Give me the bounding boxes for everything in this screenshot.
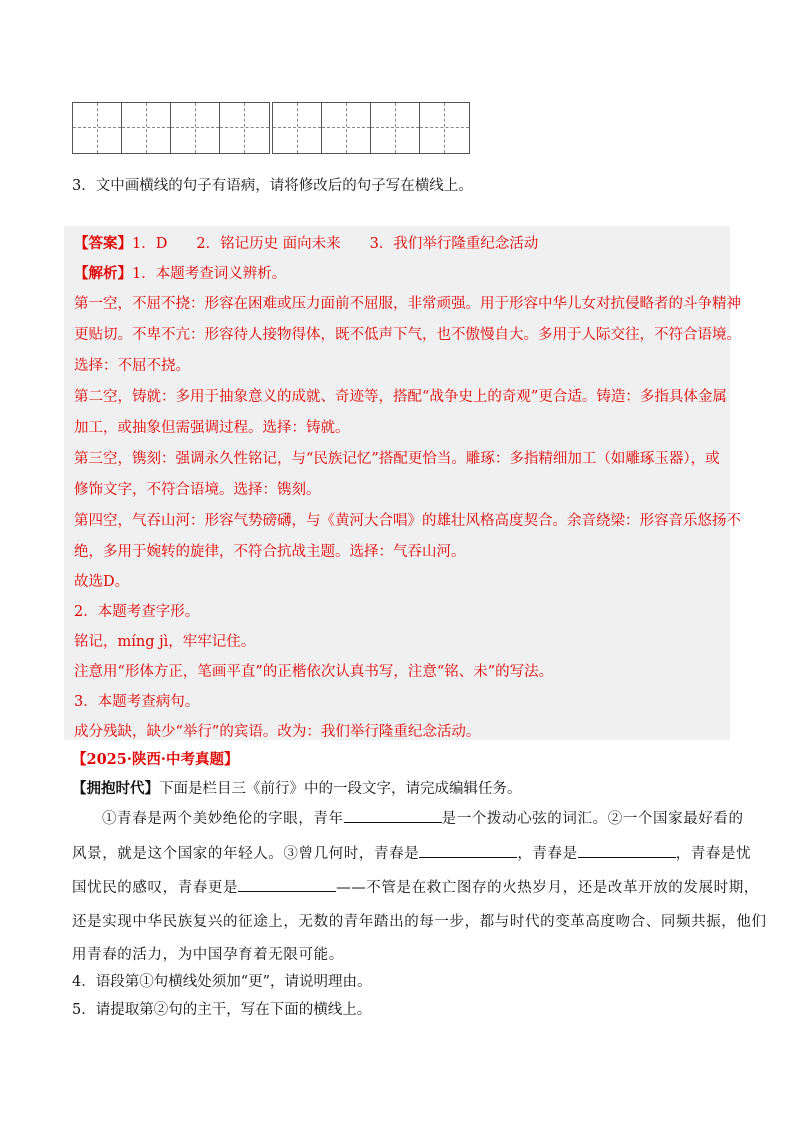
question-5: 5．请提取第②句的主干，写在下面的横线上。 — [72, 1002, 372, 1018]
answer-tag: 【答案】 — [74, 235, 132, 252]
analysis-paragraph-line: 第一空，不屈不挠：形容在困难或压力面前不屈服，非常顽强。用于形容中华儿女对抗侵略者的斗争精神 — [74, 296, 741, 312]
analysis-paragraph-line: 更贴切。不卑不亢：形容待人接物得体，既不低声下气，也不傲慢自大。多用于人际交往，不符合语境。 — [74, 327, 741, 343]
analysis-paragraph-line: 修饰文字，不符合语境。选择：镌刻。 — [74, 482, 321, 498]
analysis-text: 1．本题考查词义辨析。 — [132, 266, 287, 282]
analysis-paragraph-line: 第二空，铸就：多用于抽象意义的成就、奇迹等，搭配“战争史上的奇观”更合适。铸造：多指具体金属 — [74, 389, 727, 405]
analysis-paragraph-line: 成分残缺，缺少“举行”的宾语。改为：我们举行隆重纪念活动。 — [74, 724, 481, 740]
analysis-paragraph-line: 第三空，镌刻：强调永久性铭记，与“民族记忆”搭配更恰当。雕琢：多指精细加工（如雕琢玉器），或 — [74, 451, 720, 467]
blank-line[interactable] — [578, 843, 676, 858]
blank-line[interactable] — [419, 843, 517, 858]
grid-cell[interactable] — [122, 103, 171, 153]
passage-line — [102, 807, 744, 828]
answer-text: 1．D 2．铭记历史 面向未来 3．我们举行隆重纪念活动 — [132, 236, 539, 252]
analysis-paragraph-line: 绝，多用于婉转的旋律，不符合抗战主题。选择：气吞山河。 — [74, 544, 466, 560]
grid-cell[interactable] — [371, 103, 420, 153]
task-intro — [72, 777, 522, 798]
passage-text: 国忧民的感叹，青春更是 — [72, 880, 239, 896]
grid-cell[interactable] — [73, 103, 122, 153]
question-4: 4．语段第①句横线处须加“更”，请说明理由。 — [72, 974, 372, 990]
intro-tag: 【拥抱时代】 — [72, 780, 159, 797]
passage-line — [72, 876, 759, 897]
analysis-paragraph-line: 故选D。 — [74, 574, 130, 590]
analysis-line — [74, 262, 286, 283]
grid-cell[interactable] — [273, 103, 322, 153]
passage-text: ，青春是 — [517, 846, 578, 862]
section-title: 【2025·陕西·中考真题】 — [72, 751, 239, 768]
passage-text: ，青春是忧 — [675, 846, 752, 862]
passage-text: 风景，就是这个国家的年轻人。③曾几何时，青春是 — [72, 846, 420, 862]
question-3: 3．文中画横线的句子有语病，请将修改后的句子写在横线上。 — [72, 178, 473, 194]
passage-line: 还是实现中华民族复兴的征途上，无数的青年踏出的每一步，都与时代的变革高度吻合、同频共振，他们 — [72, 914, 767, 930]
blank-line[interactable] — [344, 808, 442, 823]
analysis-paragraph-line: 3．本题考查病句。 — [74, 694, 200, 710]
analysis-paragraph-line: 注意用“形体方正，笔画平直”的正楷依次认真书写，注意“铭、未”的写法。 — [74, 664, 554, 680]
grid-cell[interactable] — [420, 103, 469, 153]
writing-grid-group-1 — [72, 102, 270, 154]
passage-text: ——不管是在救亡图存的火热岁月，还是改革开放的发展时期， — [336, 880, 759, 896]
answer-line — [74, 232, 538, 253]
analysis-paragraph-line: 第四空，气吞山河：形容气势磅礴，与《黄河大合唱》的雄壮风格高度契合。余音绕梁：形容音乐悠扬不 — [74, 513, 741, 529]
grid-cell[interactable] — [171, 103, 220, 153]
intro-text: 下面是栏目三《前行》中的一段文字，请完成编辑任务。 — [159, 781, 522, 797]
analysis-paragraph-line: 加工，或抽象但需强调过程。选择：铸就。 — [74, 420, 350, 436]
grid-cell[interactable] — [220, 103, 269, 153]
writing-grid-group-2 — [272, 102, 470, 154]
analysis-paragraph-line: 2．本题考查字形。 — [74, 604, 200, 620]
analysis-tag: 【解析】 — [74, 265, 132, 282]
grid-cell[interactable] — [322, 103, 371, 153]
blank-line[interactable] — [238, 877, 336, 892]
analysis-paragraph-line: 铭记，míng jì，牢牢记住。 — [74, 634, 256, 650]
analysis-paragraph-line: 选择：不屈不挠。 — [74, 358, 190, 374]
passage-line — [72, 842, 751, 863]
passage-text: ①青春是两个美妙绝伦的字眼，青年 — [102, 811, 344, 827]
writing-grid — [72, 102, 470, 154]
passage-text: 是一个拨动心弦的词汇。②一个国家最好看的 — [441, 811, 744, 827]
passage-line: 用青春的活力，为中国孕育着无限可能。 — [72, 947, 344, 963]
